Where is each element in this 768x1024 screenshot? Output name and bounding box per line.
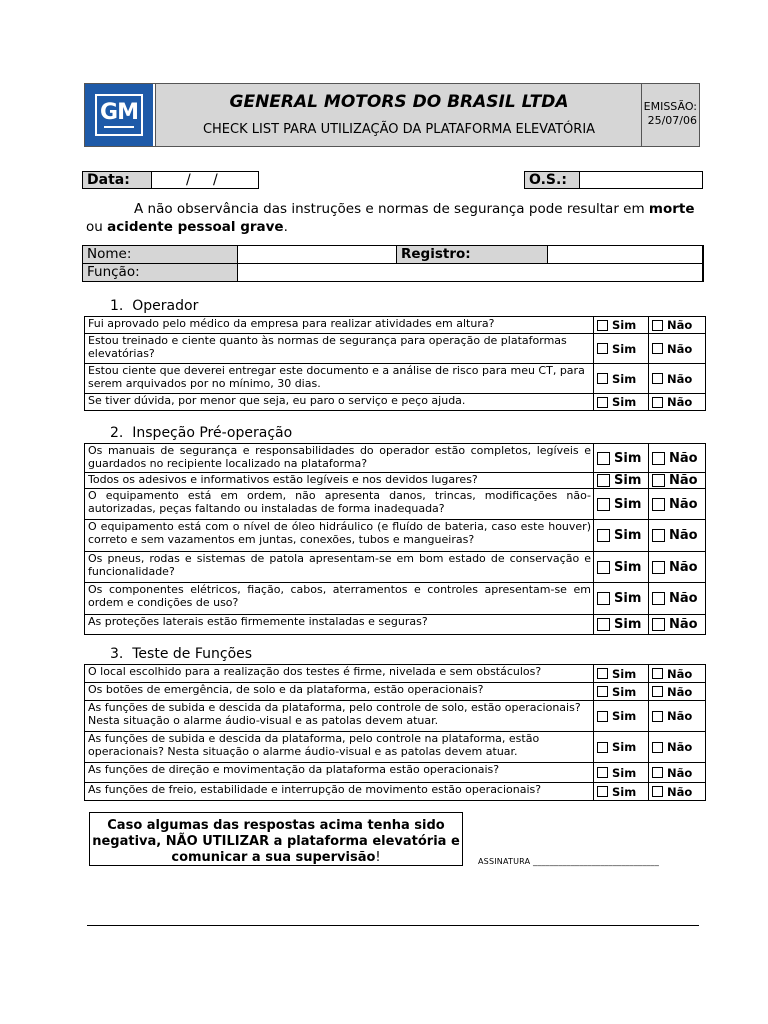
answer-yes-option[interactable] [593,316,649,334]
answer-label: Não [667,318,693,332]
answer-label: Não [667,395,693,409]
checkbox-icon[interactable] [652,668,663,679]
os-field[interactable] [579,171,703,189]
answer-no-option[interactable] [648,762,706,783]
answer-yes-option[interactable] [593,393,649,411]
question-text: Os componentes elétricos, fiação, cabos, aterramentos e controles apresentam-se em ordem e condições de uso? [84,582,594,615]
checkbox-icon[interactable] [652,767,663,778]
answer-label: Sim [612,341,637,356]
os-label: O.S.: [524,171,580,189]
answer-yes-option[interactable] [593,731,649,763]
logo-text: GM [100,100,138,125]
question-text: Se tiver dúvida, por menor que seja, eu paro o serviço e peço ajuda. [84,393,594,411]
document-header [84,83,700,147]
registration-field[interactable] [547,245,704,264]
answer-label: Não [669,473,698,488]
answer-no-option[interactable] [648,731,706,763]
header-title-block [155,84,641,146]
checkbox-icon[interactable] [652,474,665,487]
answer-no-option[interactable] [648,700,706,732]
answer-yes-option[interactable] [593,519,649,552]
answer-label: Não [669,496,698,512]
answer-label: Sim [612,784,637,799]
answer-no-option[interactable] [648,582,706,615]
answer-yes-option[interactable] [593,551,649,583]
answer-no-option[interactable] [648,363,706,394]
checkbox-icon[interactable] [652,686,663,697]
section-title: 1. Operador [110,298,199,314]
answer-yes-option[interactable] [593,782,649,801]
checkbox-icon[interactable] [597,561,610,574]
checkbox-icon[interactable] [597,529,610,542]
answer-no-option[interactable] [648,682,706,701]
answer-label: Não [667,709,693,723]
answer-label: Sim [614,473,642,488]
checkbox-icon[interactable] [652,320,663,331]
checkbox-icon[interactable] [597,686,608,697]
checkbox-icon[interactable] [652,397,663,408]
question-text: O local escolhido para a realização dos testes é firme, nivelada e sem obstáculos? [84,664,594,683]
checkbox-icon[interactable] [597,786,608,797]
question-text: Fui aprovado pelo médico da empresa para realizar atividades em altura? [84,316,594,334]
name-label: Nome: [82,245,238,264]
answer-label: Não [667,666,693,681]
answer-no-option[interactable] [648,488,706,520]
negative-answer-notice: Caso algumas das respostas acima tenha sido negativa, NÃO UTILIZAR a plataforma elevatória e comunicar a sua supervisão! [89,812,463,866]
answer-no-option[interactable] [648,472,706,489]
gm-logo [85,84,153,146]
question-text: Estou ciente que deverei entregar este documento e a análise de risco para meu CT, para serem arquivados por no mínimo, 30 dias. [84,363,594,394]
answer-yes-option[interactable] [593,488,649,520]
company-name: GENERAL MOTORS DO BRASIL LTDA [229,92,569,112]
question-text: Estou treinado e ciente quanto às normas de segurança para operação de plataformas elevatórias? [84,333,594,364]
checkbox-icon[interactable] [597,767,608,778]
answer-yes-option[interactable] [593,700,649,732]
answer-label: Não [667,684,693,699]
date-label: Data: [82,171,152,189]
question-text: Os botões de emergência, de solo e da plataforma, estão operacionais? [84,682,594,701]
answer-no-option[interactable] [648,393,706,411]
checkbox-icon[interactable] [597,373,608,384]
checkbox-icon[interactable] [652,373,663,384]
signature-line[interactable]: ASSINATURA ______________________________ [478,857,660,866]
answer-yes-option[interactable] [593,664,649,683]
checkbox-icon[interactable] [652,343,663,354]
answer-label: Não [667,341,693,356]
answer-label: Não [667,740,693,754]
answer-no-option[interactable] [648,519,706,552]
safety-warning: A não observância das instruções e normas de segurança pode resultar em morte ou acidente pessoal grave. [86,201,695,235]
checkbox-icon[interactable] [597,498,610,511]
checkbox-icon[interactable] [597,320,608,331]
answer-label: Sim [614,591,642,606]
name-field[interactable] [237,245,397,264]
answer-yes-option[interactable] [593,614,649,635]
answer-label: Sim [614,617,642,632]
answer-label: Não [667,784,693,799]
answer-label: Sim [612,740,637,754]
checkbox-icon[interactable] [652,498,665,511]
question-text: O equipamento está com o nível de óleo hidráulico (e fluído de bateria, caso este houver) correto e sem vazamentos em juntas, conexões, tubos e mangueiras? [84,519,594,552]
answer-label: Sim [612,395,637,409]
answer-label: Não [669,559,698,575]
answer-yes-option[interactable] [593,333,649,364]
answer-no-option[interactable] [648,664,706,683]
question-text: Todos os adesivos e informativos estão legíveis e nos devidos lugares? [84,472,594,489]
answer-label: Não [669,450,698,466]
answer-label: Sim [612,371,637,386]
date-field[interactable]: / / [151,171,259,189]
document-title: CHECK LIST PARA UTILIZAÇÃO DA PLATAFORMA ELEVATÓRIA [202,122,596,137]
checkbox-icon[interactable] [652,786,663,797]
answer-no-option[interactable] [648,551,706,583]
answer-label: Sim [612,666,637,681]
answer-yes-option[interactable] [593,443,649,473]
checkbox-icon[interactable] [652,529,665,542]
answer-label: Não [669,528,698,543]
question-text: As funções de subida e descida da plataforma, pelo controle de solo, estão operacionais? Nesta situação o alarme áudio-visual e as patolas devem atuar. [84,700,594,732]
warning-bold-accident: acidente pessoal grave [107,219,284,235]
checkbox-icon[interactable] [652,592,665,605]
question-text: Os manuais de segurança e responsabilidades do operador estão completos, legíveis e guardados no recipiente localizado na plataforma? [84,443,594,473]
answer-label: Sim [612,709,637,723]
answer-yes-option[interactable] [593,363,649,394]
checkbox-icon[interactable] [597,474,610,487]
registration-label: Registro: [396,245,548,264]
checkbox-icon[interactable] [597,592,610,605]
answer-label: Sim [612,684,637,699]
answer-label: Sim [614,528,642,543]
checkbox-icon[interactable] [652,561,665,574]
checkbox-icon[interactable] [652,742,663,753]
answer-no-option[interactable] [648,333,706,364]
question-text: As funções de subida e descida da plataforma, pelo controle na plataforma, estão operacionais? Nesta situação o alarme áudio-visual e as patolas devem atuar. [84,731,594,763]
answer-yes-option[interactable] [593,472,649,489]
question-text: O equipamento está em ordem, não apresenta danos, trincas, modificações não-autorizadas, peças faltando ou instaladas de forma inadequada? [84,488,594,520]
checkbox-icon[interactable] [652,452,665,465]
answer-label: Não [667,371,693,386]
answer-label: Sim [614,496,642,512]
question-text: Os pneus, rodas e sistemas de patola apresentam-se em bom estado de conservação e funcionalidade? [84,551,594,583]
answer-no-option[interactable] [648,782,706,801]
function-field[interactable] [237,263,704,282]
question-text: As funções de direção e movimentação da plataforma estão operacionais? [84,762,594,783]
answer-label: Sim [614,450,642,466]
checkbox-icon[interactable] [597,711,608,722]
answer-yes-option[interactable] [593,582,649,615]
answer-label: Sim [614,559,642,575]
checkbox-icon[interactable] [652,711,663,722]
section-title: 2. Inspeção Pré-operação [110,425,293,441]
question-text: As funções de freio, estabilidade e interrupção de movimento estão operacionais? [84,782,594,801]
checkbox-icon[interactable] [597,742,608,753]
checkbox-icon[interactable] [597,618,610,631]
checkbox-icon[interactable] [597,452,610,465]
checkbox-icon[interactable] [597,668,608,679]
answer-label: Não [667,765,693,780]
checkbox-icon[interactable] [597,397,608,408]
section-title: 3. Teste de Funções [110,646,253,662]
answer-label: Sim [612,318,637,332]
function-label: Função: [82,263,238,282]
checkbox-icon[interactable] [597,343,608,354]
answer-label: Não [669,591,698,606]
emission-block [641,84,699,146]
answer-yes-option[interactable] [593,682,649,701]
warning-bold-death: morte [648,201,695,217]
emission-date: 25/07/06 [647,114,697,127]
answer-no-option[interactable] [648,316,706,334]
answer-no-option[interactable] [648,443,706,473]
answer-label: Sim [612,765,637,780]
answer-yes-option[interactable] [593,762,649,783]
emission-label: EMISSÃO: [643,100,697,113]
footer-divider [87,925,699,926]
answer-no-option[interactable] [648,614,706,635]
operator-info-table [82,245,703,282]
answer-label: Não [669,617,698,632]
checkbox-icon[interactable] [652,618,665,631]
question-text: As proteções laterais estão firmemente instaladas e seguras? [84,614,594,635]
